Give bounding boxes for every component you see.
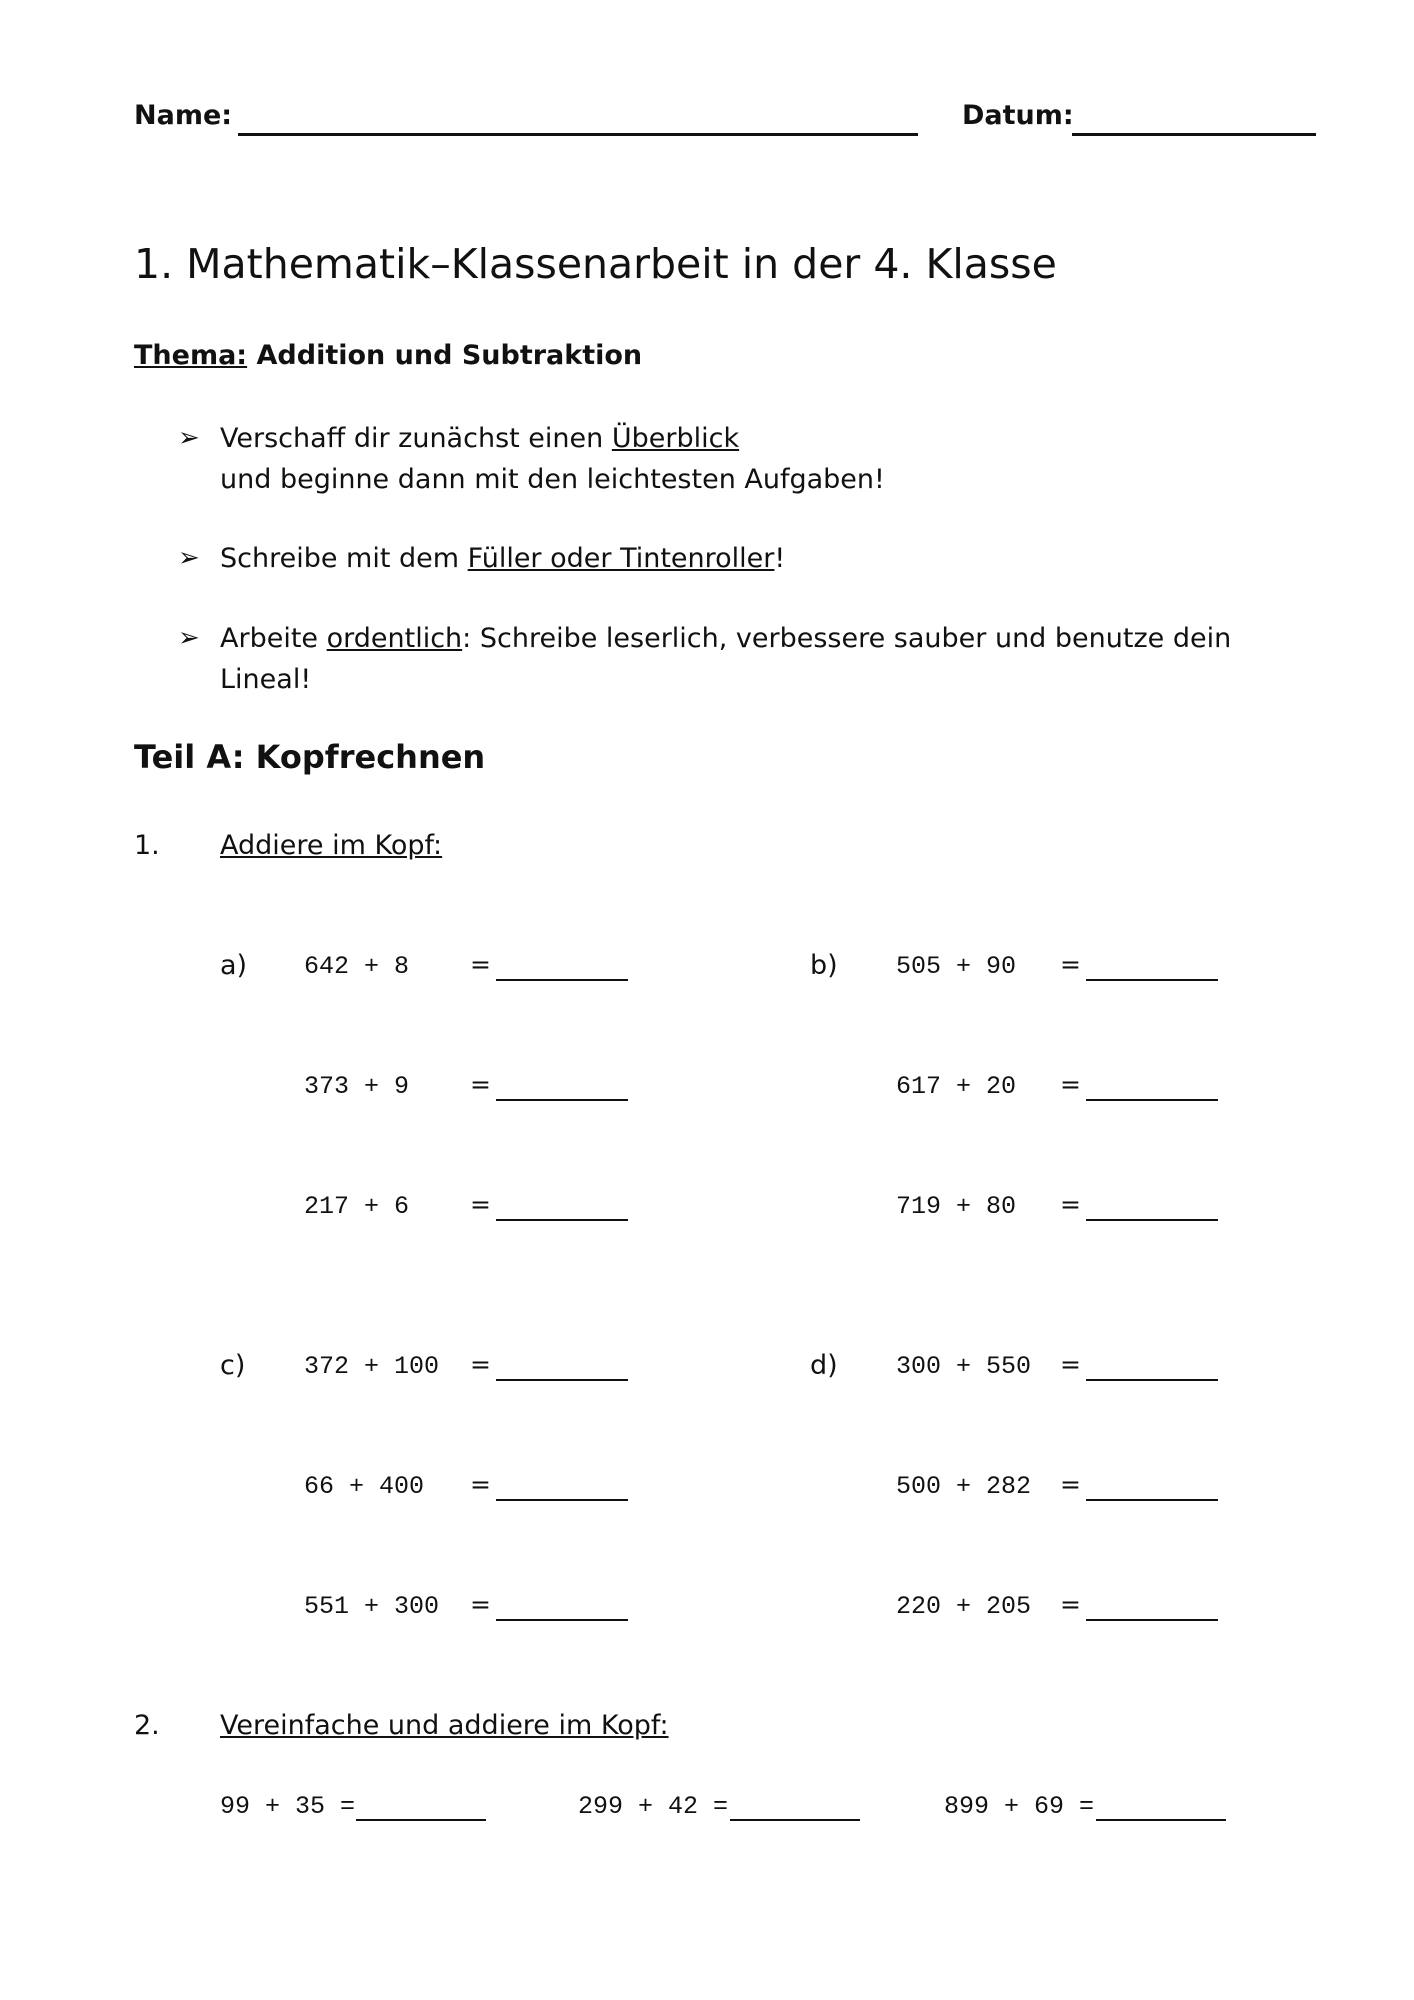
equals-sign: = (1060, 950, 1081, 979)
answer-field-c2[interactable] (496, 1499, 628, 1501)
exercise-b2: 617 + 20 (896, 1072, 1017, 1101)
equals-sign: = (1060, 1070, 1081, 1099)
exercise-a1: 642 + 8 (304, 952, 410, 981)
page-title: 1. Mathematik–Klassenarbeit in der 4. Klasse (134, 240, 1057, 288)
instruction-2: Schreibe mit dem Füller oder Tintenroller! (220, 543, 786, 574)
answer-field-b1[interactable] (1086, 979, 1218, 981)
equals-sign: = (470, 1590, 491, 1619)
exercise-a3: 217 + 6 (304, 1192, 410, 1221)
topic-value: Addition und Subtraktion (256, 340, 643, 371)
equals-sign: = (470, 950, 491, 979)
answer-field-d1[interactable] (1086, 1379, 1218, 1381)
answer-field-2-3[interactable] (1096, 1819, 1226, 1821)
answer-field-b2[interactable] (1086, 1099, 1218, 1101)
date-field[interactable] (1072, 133, 1316, 136)
answer-field-d2[interactable] (1086, 1499, 1218, 1501)
answer-field-a2[interactable] (496, 1099, 628, 1101)
arrow-bullet-icon: ➢ (178, 543, 200, 573)
equals-sign: = (470, 1190, 491, 1219)
exercise-c2: 66 + 400 (304, 1472, 425, 1501)
name-field[interactable] (238, 133, 918, 136)
task-1-heading: 1. Addiere im Kopf: (134, 830, 443, 861)
exercise-d2: 500 + 282 (896, 1472, 1032, 1501)
equals-sign: = (1060, 1350, 1081, 1379)
answer-field-a1[interactable] (496, 979, 628, 981)
answer-field-2-1[interactable] (356, 1819, 486, 1821)
exercise-d1: 300 + 550 (896, 1352, 1032, 1381)
equals-sign: = (1060, 1470, 1081, 1499)
exercise-2-1: 99 + 35 = (220, 1792, 356, 1821)
exercise-a2: 373 + 9 (304, 1072, 410, 1101)
equals-sign: = (470, 1070, 491, 1099)
task-2-heading: 2. Vereinfache und addiere im Kopf: (134, 1710, 669, 1741)
exercise-b1: 505 + 90 (896, 952, 1017, 981)
group-label-d: d) (810, 1350, 838, 1381)
section-a-title: Teil A: Kopfrechnen (134, 738, 486, 776)
name-label: Name: (134, 100, 233, 131)
date-label: Datum: (962, 100, 1074, 131)
answer-field-b3[interactable] (1086, 1219, 1218, 1221)
answer-field-d3[interactable] (1086, 1619, 1218, 1621)
arrow-bullet-icon: ➢ (178, 623, 200, 653)
exercise-d3: 220 + 205 (896, 1592, 1032, 1621)
equals-sign: = (1060, 1190, 1081, 1219)
arrow-bullet-icon: ➢ (178, 423, 200, 453)
equals-sign: = (1060, 1590, 1081, 1619)
exercise-b3: 719 + 80 (896, 1192, 1017, 1221)
answer-field-a3[interactable] (496, 1219, 628, 1221)
instruction-3: Arbeite ordentlich: Schreibe leserlich, verbessere sauber und benutze dein Lineal! (220, 623, 1232, 695)
exercise-2-3: 899 + 69 = (944, 1792, 1095, 1821)
instruction-1: Verschaff dir zunächst einen Überblick und beginne dann mit den leichtesten Aufgaben! (220, 423, 885, 495)
answer-field-c1[interactable] (496, 1379, 628, 1381)
topic-label: Thema: (134, 340, 248, 371)
answer-field-c3[interactable] (496, 1619, 628, 1621)
group-label-a: a) (220, 950, 248, 981)
exercise-c3: 551 + 300 (304, 1592, 440, 1621)
exercise-c1: 372 + 100 (304, 1352, 440, 1381)
equals-sign: = (470, 1470, 491, 1499)
exercise-2-2: 299 + 42 = (578, 1792, 729, 1821)
group-label-c: c) (220, 1350, 246, 1381)
group-label-b: b) (810, 950, 838, 981)
answer-field-2-2[interactable] (730, 1819, 860, 1821)
topic-line (134, 340, 642, 371)
equals-sign: = (470, 1350, 491, 1379)
